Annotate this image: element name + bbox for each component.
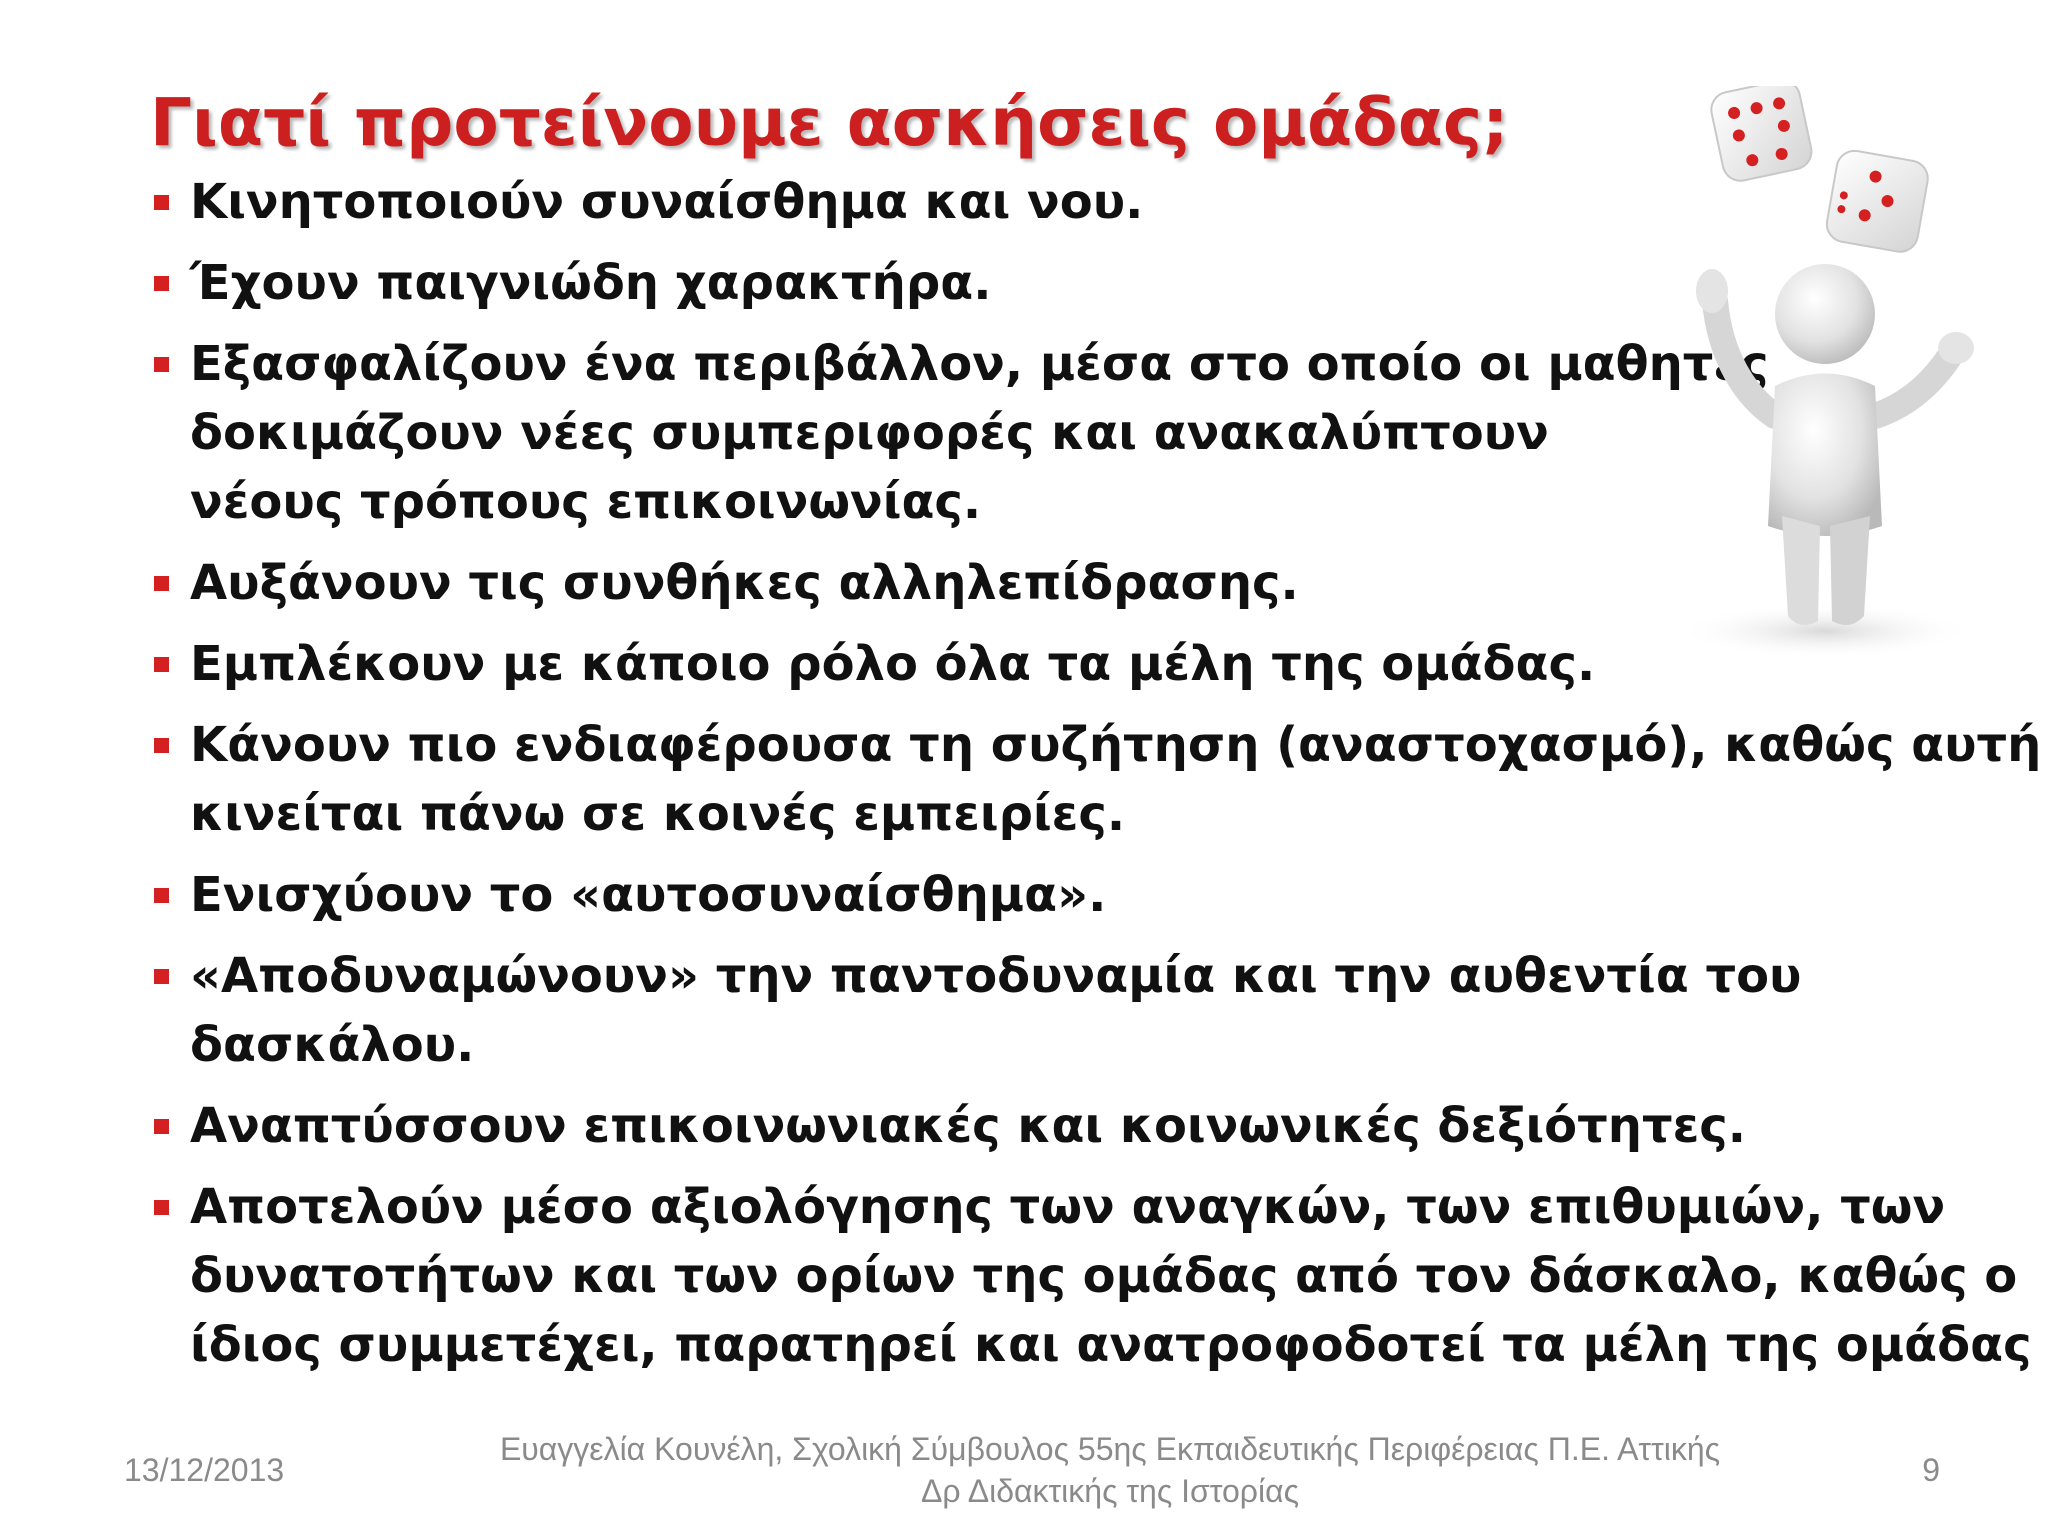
footer-author-line: Δρ Διδακτικής της Ιστορίας (921, 1473, 1299, 1509)
bullet-list (150, 168, 2042, 1392)
bullet-marker-icon (154, 1119, 169, 1134)
slide-title: Γιατί προτείνουμε ασκήσεις ομάδας; (150, 84, 1509, 161)
bullet-item (150, 249, 1870, 318)
bullet-line: δυνατοτήτων και των ορίων της ομάδας από τον δάσκαλο, καθώς ο (190, 1248, 2018, 1304)
bullet-line: Κάνουν πιο ενδιαφέρουσα τη συζήτηση (αναστοχασμό), καθώς αυτή (190, 717, 2042, 773)
bullet-line: Αυξάνουν τις συνθήκες αλληλεπίδρασης. (190, 555, 1299, 611)
bullet-item (150, 168, 1870, 237)
bullet-marker-icon (154, 969, 169, 984)
bullet-item (150, 1173, 2032, 1380)
footer-author (440, 1428, 1780, 1512)
bullet-line: νέους τρόπους επικοινωνίας. (190, 474, 982, 530)
bullet-line: δασκάλου. (190, 1017, 475, 1073)
bullet-item (150, 330, 1870, 537)
bullet-marker-icon (154, 657, 169, 672)
bullet-line: Αποτελούν μέσο αξιολόγησης των αναγκών, των επιθυμιών, των (190, 1179, 1946, 1235)
bullet-item (150, 861, 1870, 930)
bullet-line: δοκιμάζουν νέες συμπεριφορές και ανακαλύπτουν (190, 405, 1549, 461)
bullet-marker-icon (154, 576, 169, 591)
juggling-dice-figure-icon (1650, 86, 1990, 666)
bullet-line: Έχουν παιγνιώδη χαρακτήρα. (190, 255, 992, 311)
bullet-line: Αναπτύσσουν επικοινωνιακές και κοινωνικές δεξιότητες. (190, 1098, 1746, 1154)
bullet-line: ίδιος συμμετέχει, παρατηρεί και ανατροφοδοτεί τα μέλη της ομάδας (190, 1317, 2032, 1373)
bullet-item (150, 549, 1870, 618)
bullet-item (150, 711, 2042, 849)
page-number: 9 (1922, 1452, 1940, 1488)
bullet-line: Κινητοποιούν συναίσθημα και νου. (190, 174, 1144, 230)
bullet-item (150, 942, 1870, 1080)
bullet-line: Εμπλέκουν με κάποιο ρόλο όλα τα μέλη της ομάδας. (190, 636, 1596, 692)
footer-date: 13/12/2013 (124, 1452, 285, 1488)
bullet-marker-icon (154, 276, 169, 291)
bullet-marker-icon (154, 888, 169, 903)
bullet-line: Ενισχύουν το «αυτοσυναίσθημα». (190, 867, 1107, 923)
die-icon (1708, 86, 1815, 184)
bullet-marker-icon (154, 738, 169, 753)
bullet-marker-icon (154, 357, 169, 372)
bullet-marker-icon (154, 1200, 169, 1215)
bullet-line: κινείται πάνω σε κοινές εμπειρίες. (190, 786, 1126, 842)
die-icon (1824, 148, 1931, 255)
bullet-line: Εξασφαλίζουν ένα περιβάλλον, μέσα στο οποίο οι μαθητές (190, 336, 1769, 392)
bullet-marker-icon (154, 195, 169, 210)
bullet-item (150, 630, 1870, 699)
bullet-item (150, 1092, 1870, 1161)
bullet-line: «Αποδυναμώνουν» την παντοδυναμία και την αυθεντία του (190, 948, 1802, 1004)
footer-author-line: Ευαγγελία Κουνέλη, Σχολική Σύμβουλος 55ης Εκπαιδευτικής Περιφέρειας Π.Ε. Αττικής (499, 1431, 1721, 1467)
